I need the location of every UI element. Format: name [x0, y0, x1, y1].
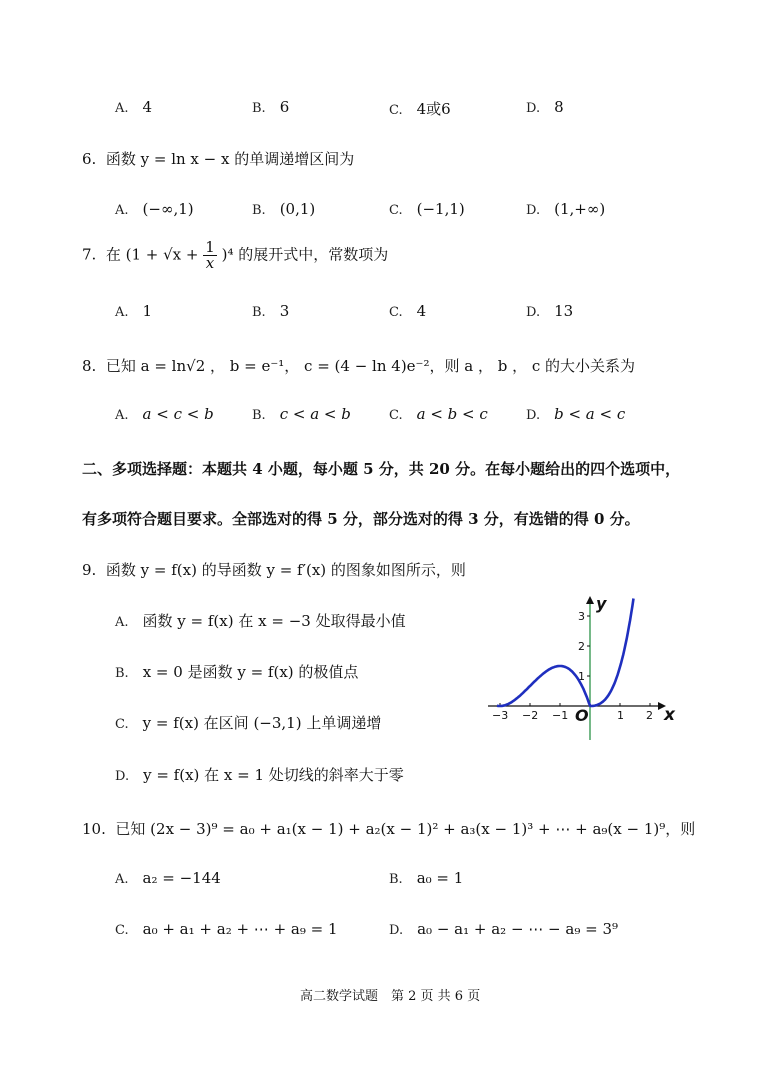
x-tick-label: 2: [646, 709, 653, 722]
x-tick-label: −2: [522, 709, 539, 722]
y-axis-label: y: [596, 594, 607, 613]
x-axis-label: x: [664, 705, 675, 725]
q9-option-c: C. y = f(x) 在区间 (−3,1) 上单调递增: [115, 714, 382, 732]
q7-option-b: B. 3: [252, 302, 290, 320]
y-tick-label: 2: [578, 640, 585, 653]
q7-option-c: C. 4: [389, 302, 427, 320]
q9-option-d: D. y = f(x) 在 x = 1 处切线的斜率大于零: [115, 766, 404, 784]
x-tick-label: 1: [617, 709, 624, 722]
q8-stem: 8. 已知 a = ln√2 ， b = e⁻¹， c = (4 − ln 4)e⁻²，则 a ， b ， c 的大小关系为: [82, 357, 636, 375]
q9-option-a: A. 函数 y = f(x) 在 x = −3 处取得最小值: [115, 612, 406, 630]
page-footer: 高二数学试题 第 2 页 共 6 页: [300, 989, 481, 1004]
q10-stem: 10. 已知 (2x − 3)⁹ = a₀ + a₁(x − 1) + a₂(x − 1)² + a₃(x − 1)³ + ⋯ + a₉(x − 1)⁹，则: [82, 820, 696, 838]
q10-option-a: A. a₂ = −144: [115, 869, 221, 887]
q6-option-d: D. (1,+∞): [526, 200, 606, 218]
q7-fraction: $\frac{1}{x}$: [205, 238, 215, 272]
q5-option-c: C. 4或6: [389, 100, 451, 118]
section2-heading-line1: 二、多项选择题：本题共 4 小题，每小题 5 分，共 20 分。在每小题给出的四个选项中，: [82, 460, 681, 478]
x-tick-label: −3: [492, 709, 509, 722]
q8-option-d: D. b < a < c: [526, 405, 626, 423]
q10-option-b: B. a₀ = 1: [389, 869, 464, 887]
y-tick-label: 3: [578, 610, 585, 623]
q5-option-a: A. 4: [115, 98, 153, 116]
q9-option-b: B. x = 0 是函数 y = f(x) 的极值点: [115, 663, 359, 681]
q9-stem: 9. 函数 y = f(x) 的导函数 y = f′(x) 的图象如图所示，则: [82, 561, 466, 579]
q8-option-c: C. a < b < c: [389, 405, 488, 423]
origin-label: O: [575, 706, 589, 725]
q6-option-a: A. (−∞,1): [115, 200, 194, 218]
derivative-graph: [480, 590, 680, 750]
q5-option-b: B. 6: [252, 98, 290, 116]
q6-option-b: B. (0,1): [252, 200, 316, 218]
q7-option-a: A. 1: [115, 302, 153, 320]
q10-option-d: D. a₀ − a₁ + a₂ − ⋯ − a₉ = 3⁹: [389, 920, 618, 938]
x-tick-label: −1: [552, 709, 569, 722]
q7-option-d: D. 13: [526, 302, 574, 320]
q6-option-c: C. (−1,1): [389, 200, 465, 218]
q5-option-d: D. 8: [526, 98, 564, 116]
y-axis-arrow: [586, 596, 594, 604]
y-tick-label: 1: [578, 670, 585, 683]
q10-option-c: C. a₀ + a₁ + a₂ + ⋯ + a₉ = 1: [115, 920, 338, 938]
section2-heading-line2: 有多项符合题目要求。全部选对的得 5 分，部分选对的得 3 分，有选错的得 0 分。: [82, 510, 640, 528]
q7-stem: 7. 在 (1 + √x + $\frac{1}{x}$ )⁴ 的展开式中，常数项为: [82, 238, 389, 272]
q8-option-a: A. a < c < b: [115, 405, 214, 423]
q6-stem: 6. 函数 y = ln x − x 的单调递增区间为: [82, 150, 355, 168]
q8-option-b: B. c < a < b: [252, 405, 351, 423]
derivative-curve: [497, 599, 634, 707]
